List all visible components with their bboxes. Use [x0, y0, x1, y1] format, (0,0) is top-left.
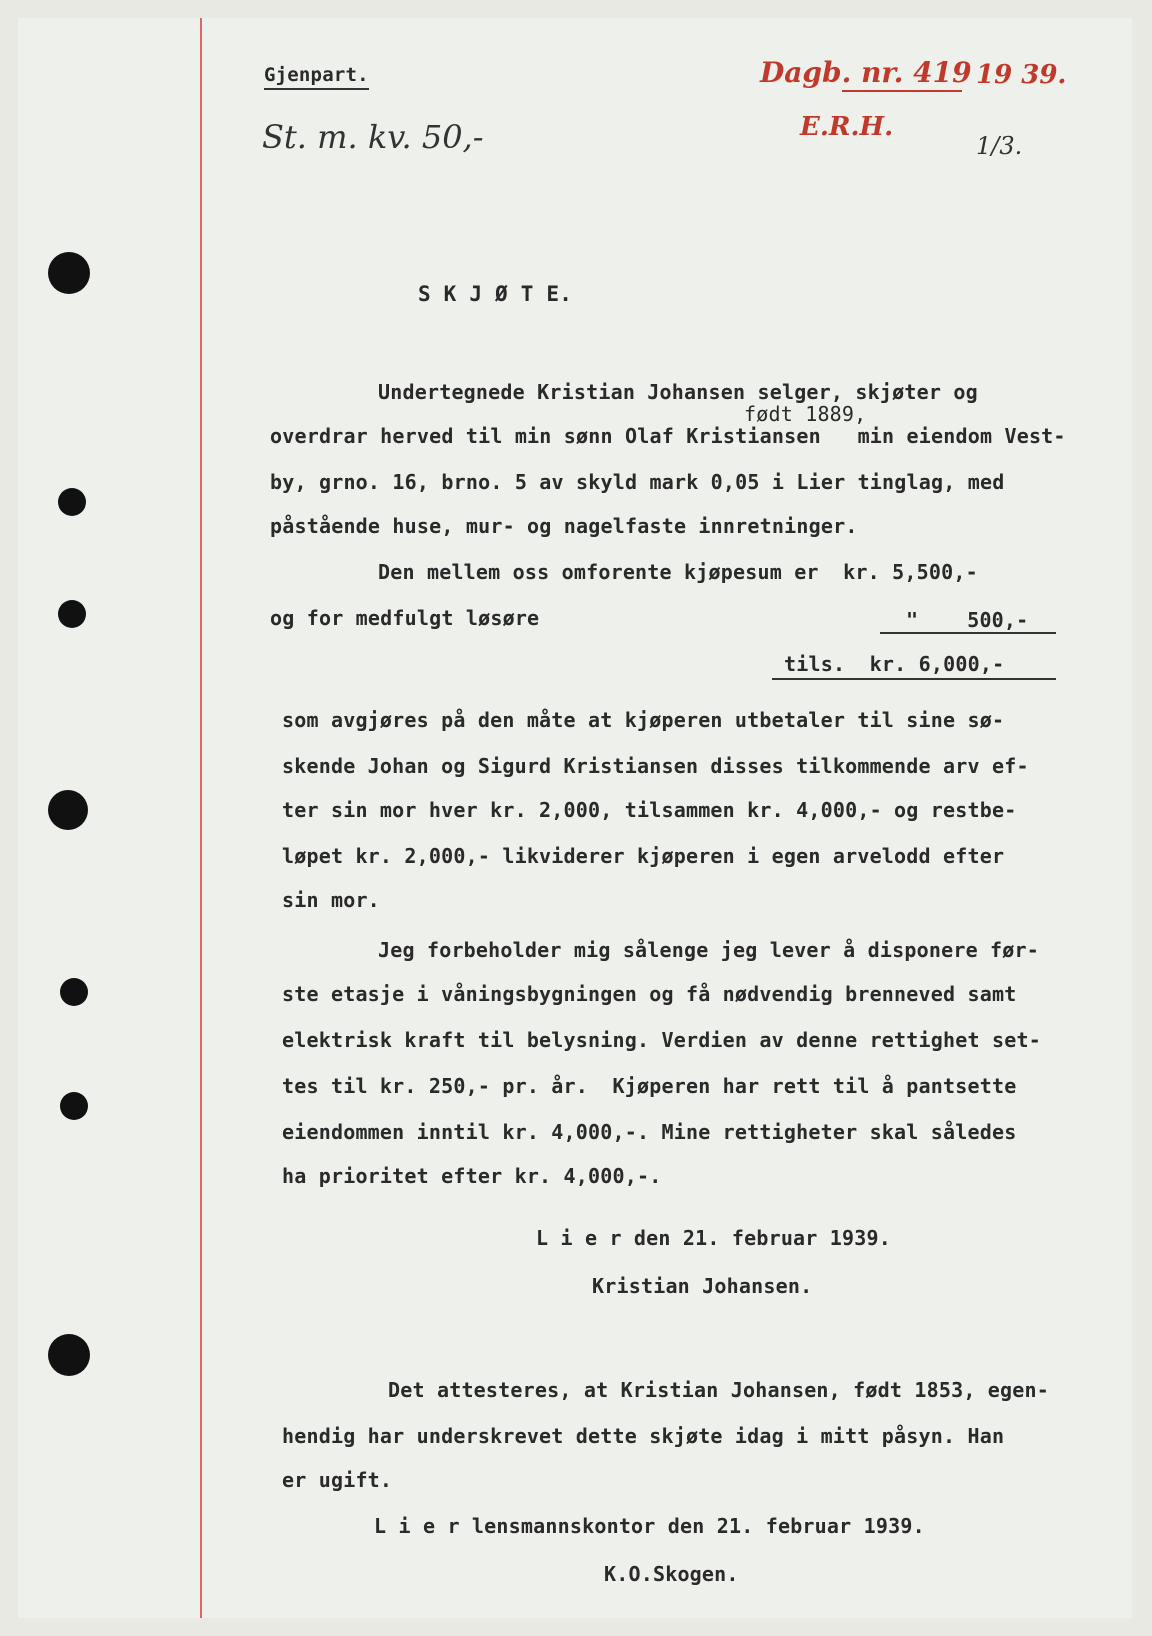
handwritten-fee: St. m. kv. 50,-	[262, 118, 484, 156]
text-line: Undertegnede Kristian Johansen selger, skjøter og	[378, 380, 978, 404]
total-underline	[772, 678, 1056, 680]
text-line: ter sin mor hver kr. 2,000, tilsammen kr. 4,000,- og restbe-	[282, 798, 1017, 822]
text-line: som avgjøres på den måte at kjøperen utbetaler til sine sø-	[282, 708, 1005, 732]
price-amount: " 500,-	[906, 608, 1029, 632]
attestation-line: Det attesteres, at Kristian Johansen, født 1853, egen-	[388, 1378, 1050, 1402]
text-line: ha prioritet efter kr. 4,000,-.	[282, 1164, 662, 1188]
text-line: tes til kr. 250,- pr. år. Kjøperen har rett til å pantsette	[282, 1074, 1017, 1098]
stamp-number: Dagb. nr. 419	[760, 56, 972, 89]
text-line: ste etasje i våningsbygningen og få nødvendig brenneved samt	[282, 982, 1017, 1006]
officer-signature: K.O.Skogen.	[604, 1562, 739, 1586]
stamp-initials: E.R.H.	[800, 112, 894, 142]
punch-hole	[58, 488, 86, 516]
text-line: løpet kr. 2,000,- likviderer kjøperen i egen arvelodd efter	[282, 844, 1005, 868]
attestation-line: hendig har underskrevet dette skjøte idag i mitt påsyn. Han	[282, 1424, 1005, 1448]
office-date: L i e r lensmannskontor den 21. februar 1939.	[374, 1514, 925, 1538]
stamp-underline	[842, 90, 962, 92]
amount-underline	[880, 632, 1056, 634]
price-label: og for medfulgt løsøre	[270, 606, 540, 630]
copy-label: Gjenpart.	[264, 64, 369, 90]
margin-rule	[200, 18, 202, 1618]
punch-hole	[60, 978, 88, 1006]
text-line: by, grno. 16, brno. 5 av skyld mark 0,05 i Lier tinglag, med	[270, 470, 1005, 494]
text-line: Jeg forbeholder mig sålenge jeg lever å disponere før-	[378, 938, 1040, 962]
punch-hole	[48, 252, 90, 294]
stamp-year: 19 39.	[976, 60, 1067, 90]
text-line: påstående huse, mur- og nagelfaste innretninger.	[270, 514, 858, 538]
price-line: Den mellem oss omforente kjøpesum er kr. 5,500,-	[378, 560, 978, 584]
punch-hole	[48, 790, 88, 830]
punch-hole	[60, 1092, 88, 1120]
seller-signature: Kristian Johansen.	[592, 1274, 813, 1298]
text-line: elektrisk kraft til belysning. Verdien av denne rettighet set-	[282, 1028, 1041, 1052]
punch-hole	[48, 1334, 90, 1376]
price-total: tils. kr. 6,000,-	[784, 652, 1005, 676]
text-line: eiendommen inntil kr. 4,000,-. Mine rettigheter skal således	[282, 1120, 1017, 1144]
punch-hole	[58, 600, 86, 628]
text-line: overdrar herved til min sønn Olaf Kristiansen min eiendom Vest-	[270, 424, 1066, 448]
attestation-line: er ugift.	[282, 1468, 393, 1492]
text-line: skende Johan og Sigurd Kristiansen disses tilkommende arv ef-	[282, 754, 1029, 778]
place-date: L i e r den 21. februar 1939.	[536, 1226, 891, 1250]
text-line: sin mor.	[282, 888, 380, 912]
text-insert: født 1889,	[744, 402, 867, 426]
document-title: S K J Ø T E.	[418, 282, 573, 306]
date-mark: 1/3.	[976, 132, 1023, 160]
